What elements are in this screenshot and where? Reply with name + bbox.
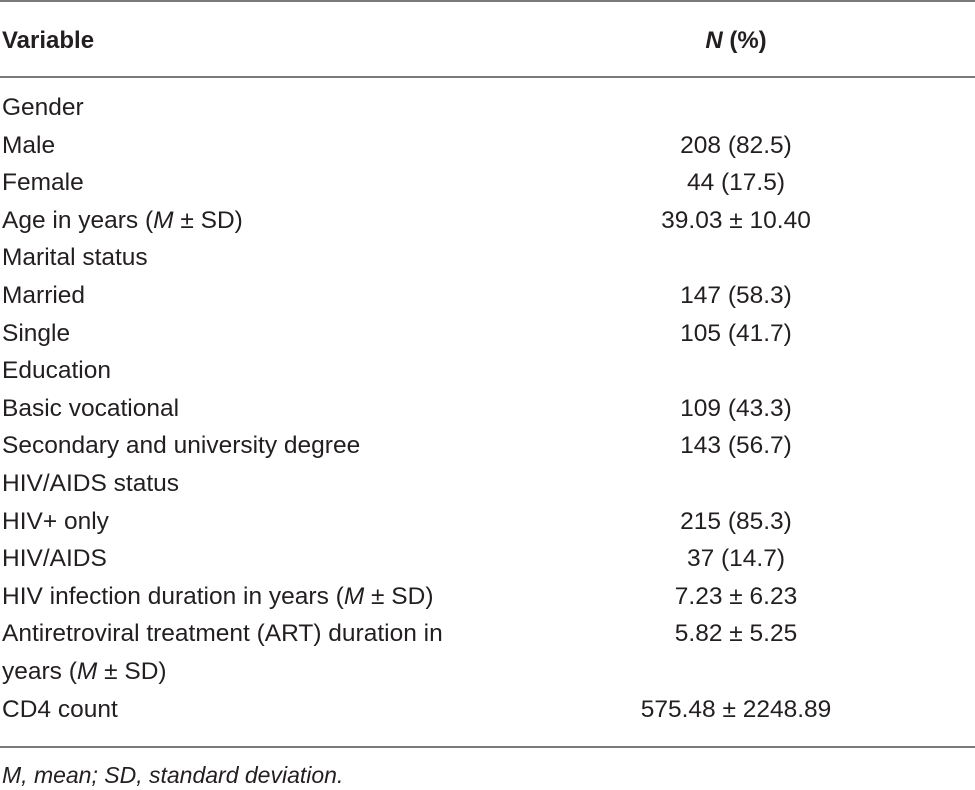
header-rule bbox=[0, 76, 975, 78]
row-label bbox=[2, 202, 502, 240]
table-row bbox=[0, 390, 975, 428]
row-value: 5.82 ± 5.25 bbox=[674, 620, 798, 648]
table-row bbox=[0, 315, 975, 353]
row-label: HIV/AIDS bbox=[2, 545, 107, 573]
table-row bbox=[0, 427, 975, 465]
table-row bbox=[0, 277, 975, 315]
table-row bbox=[0, 127, 975, 165]
header-n-rest: (%) bbox=[722, 27, 767, 54]
table-row bbox=[0, 615, 975, 690]
table-row bbox=[0, 352, 975, 390]
header-variable: Variable bbox=[2, 27, 95, 54]
bottom-rule bbox=[0, 746, 975, 748]
row-label-post: ± SD) bbox=[97, 657, 167, 685]
row-label bbox=[2, 578, 502, 616]
row-label: Secondary and university degree bbox=[2, 432, 361, 460]
table-row bbox=[0, 89, 975, 127]
row-label: HIV/AIDS status bbox=[2, 469, 180, 497]
row-label: Basic vocational bbox=[2, 394, 180, 422]
row-label-italic: M bbox=[153, 206, 174, 234]
row-value: 105 (41.7) bbox=[680, 319, 792, 347]
header-n-italic: N bbox=[705, 27, 723, 54]
table-row bbox=[0, 164, 975, 202]
table-row bbox=[0, 540, 975, 578]
table-row bbox=[0, 239, 975, 277]
table-row bbox=[0, 465, 975, 503]
row-value: 109 (43.3) bbox=[680, 394, 792, 422]
row-label: Single bbox=[2, 319, 71, 347]
row-label: Education bbox=[2, 357, 111, 385]
row-label: CD4 count bbox=[2, 695, 118, 723]
row-label-pre: Antiretroviral treatment (ART) duration in years ( bbox=[2, 620, 443, 685]
row-label-italic: M bbox=[76, 657, 98, 685]
table-row bbox=[0, 578, 975, 616]
row-label-pre: HIV infection duration in years ( bbox=[2, 582, 344, 610]
row-value: 37 (14.7) bbox=[686, 545, 786, 573]
row-label: Married bbox=[2, 281, 86, 309]
row-label-pre: Age in years ( bbox=[2, 206, 154, 234]
row-value: 39.03 ± 10.40 bbox=[661, 206, 811, 234]
row-label bbox=[2, 615, 492, 690]
table-body bbox=[0, 89, 975, 728]
row-value: 575.48 ± 2248.89 bbox=[640, 695, 832, 723]
row-label-post: ± SD) bbox=[364, 582, 434, 610]
row-value: 208 (82.5) bbox=[680, 131, 792, 159]
row-value: 44 (17.5) bbox=[686, 169, 786, 197]
table-row bbox=[0, 691, 975, 729]
row-label: Female bbox=[2, 169, 84, 197]
row-label-post: ± SD) bbox=[173, 206, 243, 234]
row-label: HIV+ only bbox=[2, 507, 109, 535]
row-value: 143 (56.7) bbox=[680, 432, 792, 460]
table-footnote: M, mean; SD, standard deviation. bbox=[2, 762, 344, 788]
header-n-percent bbox=[500, 26, 972, 56]
table-row bbox=[0, 503, 975, 541]
table-row bbox=[0, 202, 975, 240]
row-value: 7.23 ± 6.23 bbox=[674, 582, 798, 610]
table-header bbox=[0, 0, 975, 76]
row-label: Gender bbox=[2, 94, 84, 121]
row-value: 147 (58.3) bbox=[680, 281, 792, 309]
row-label: Marital status bbox=[2, 244, 148, 272]
row-label-italic: M bbox=[343, 582, 365, 610]
row-label: Male bbox=[2, 131, 56, 159]
row-value: 215 (85.3) bbox=[680, 507, 792, 535]
